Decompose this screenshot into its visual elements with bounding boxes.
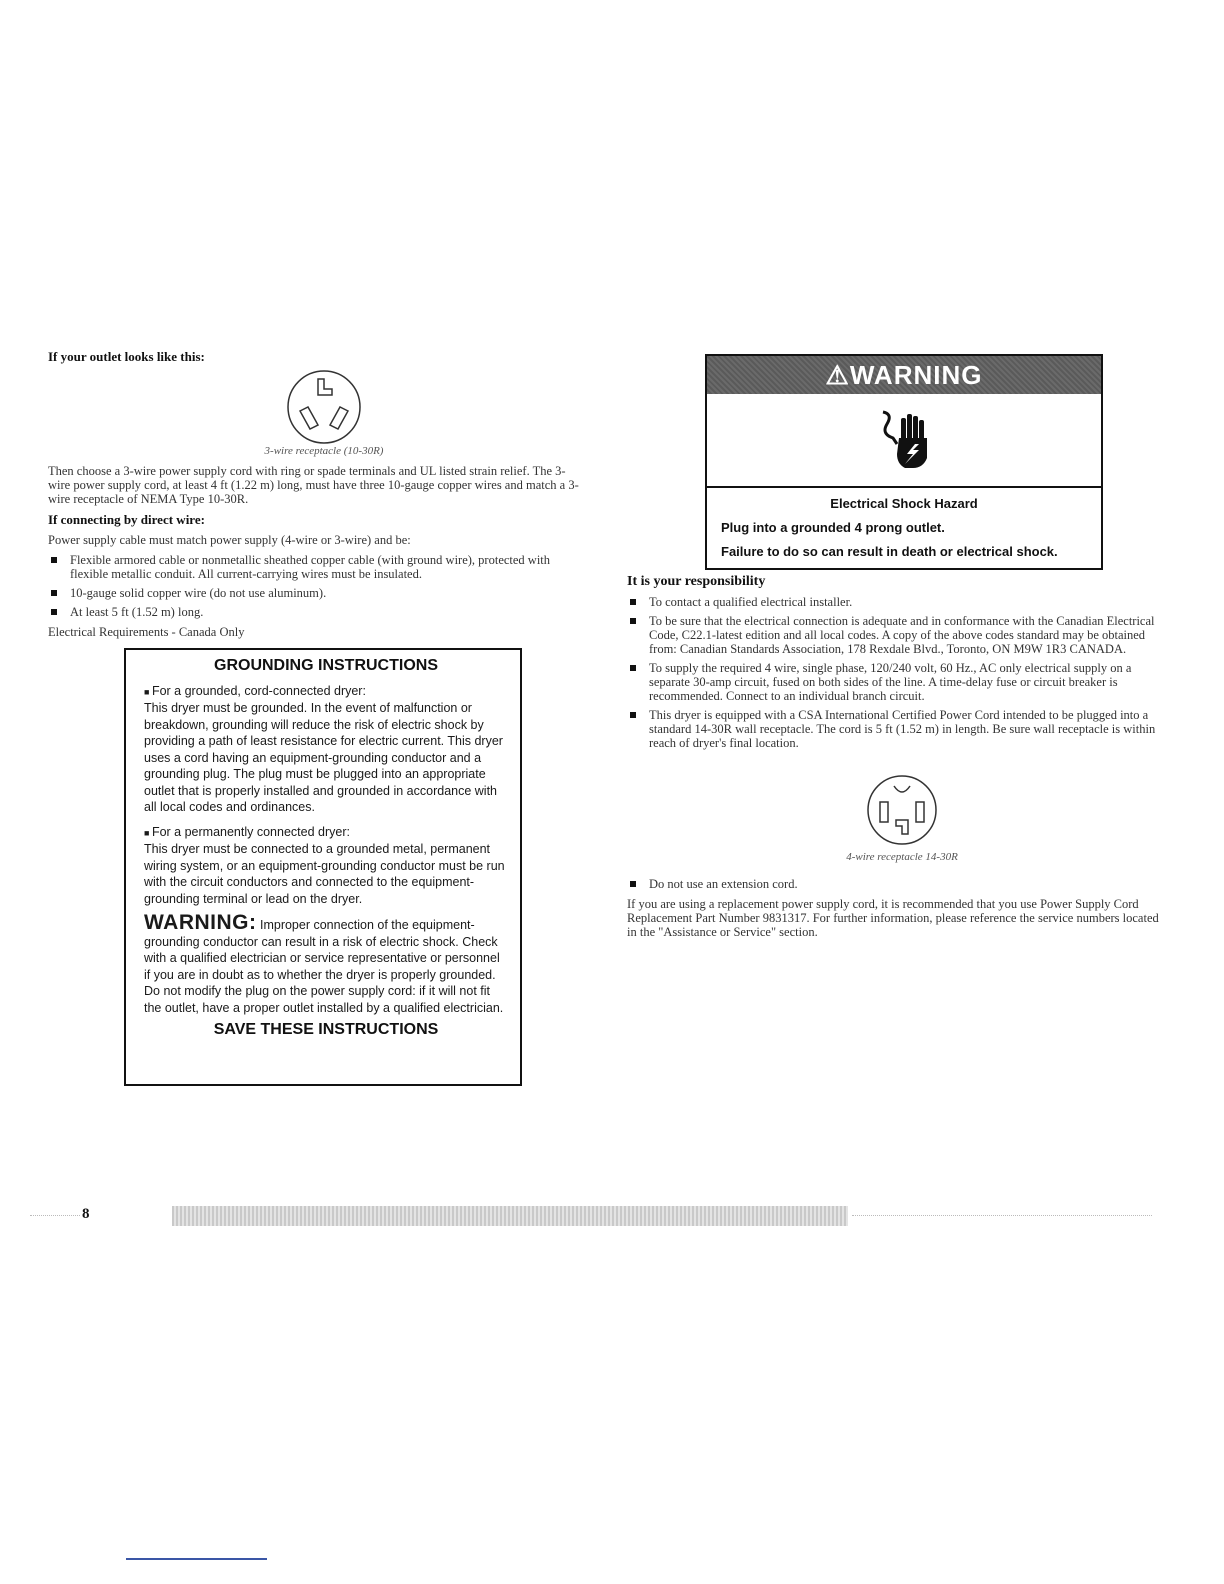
outlet-heading: If your outlet looks like this: <box>48 349 205 364</box>
list-item: 10-gauge solid copper wire (do not use aluminum). <box>48 586 582 600</box>
bottom-rule <box>126 1558 267 1560</box>
list-item: At least 5 ft (1.52 m) long. <box>48 605 582 619</box>
receptacle-3-caption: 3-wire receptacle (10-30R) <box>264 445 384 457</box>
save-instructions: SAVE THESE INSTRUCTIONS <box>213 1021 439 1038</box>
grounding-title: GROUNDING INSTRUCTIONS <box>214 657 438 674</box>
receptacle-4-wire-icon <box>866 774 938 846</box>
cord-connected-text: This dryer must be grounded. In the event of malfunction or breakdown, grounding will reduce the risk of electric shock by providing a path of least resistance for electric current. This dryer uses a cord having an equipment-grounding conductor and a grounding plug. The plug must be plugged into an appropriate outlet that is properly installed and grounded in accordance with all local codes and ordinances. <box>144 701 503 814</box>
extension-list <box>627 877 1167 896</box>
electric-shock-hand-icon <box>879 408 935 472</box>
warning-icon-area <box>707 394 1101 488</box>
grounding-warning-word: WARNING: <box>144 911 257 934</box>
permanent-subheading: ■ For a permanently connected dryer: <box>144 824 508 842</box>
permanent-text: This dryer must be connected to a grounded metal, permanent wiring system, or an equipment-grounding conductor must be run with the circuit conductors and connected to the equipment-grounding terminal or lead on the dryer. <box>144 842 505 906</box>
grounding-warning-text: Improper connection of the equipment-grounding conductor can result in a risk of electric shock. Check with a qualified electrician or service representative or personnel if you are in doubt as to whether the dryer is properly grounded. Do not modify the plug on the power supply cord: if it will not fit the outlet, have a proper outlet installed by a qualified electrician. <box>144 918 504 1015</box>
warning-line-2: Failure to do so can result in death or electrical shock. <box>721 544 1058 559</box>
grounding-warning <box>144 911 508 1016</box>
list-item: To supply the required 4 wire, single phase, 120/240 volt, 60 Hz., AC only electrical supply on a separate 30-amp circuit, fused on both sides of the line. A time-delay fuse or circuit breaker is recommended. Connect to an individual branch circuit. <box>627 661 1167 703</box>
list-item: To be sure that the electrical connection is adequate and in conformance with the Canadian Electrical Code, C22.1-latest edition and all local codes. A copy of the above codes standard may be obtained from: Canadian Standards Association, 178 Rexdale Blvd., Toronto, ON M9W 1R3 CANADA. <box>627 614 1167 656</box>
warning-triangle-icon: ⚠ <box>825 360 850 390</box>
grounding-instructions-box <box>124 648 522 1086</box>
direct-wire-heading: If connecting by direct wire: <box>48 512 205 527</box>
canada-requirements-line: Electrical Requirements - Canada Only <box>48 625 245 639</box>
list-item: This dryer is equipped with a CSA International Certified Power Cord intended to be plugged into a standard 14-30R wall receptacle. The cord is 5 ft (1.52 m) in length. Be sure wall receptacle is within reach of dryer's final location. <box>627 708 1167 750</box>
direct-wire-intro: Power supply cable must match power supply (4-wire or 3-wire) and be: <box>48 533 411 547</box>
receptacle-3-wire-icon <box>286 369 362 445</box>
warning-text <box>707 496 1101 559</box>
hazard-title: Electrical Shock Hazard <box>830 496 978 511</box>
responsibility-heading: It is your responsibility <box>627 574 766 589</box>
direct-wire-list <box>48 553 582 624</box>
footer-bar <box>172 1206 848 1226</box>
warning-header <box>707 356 1101 394</box>
footer-dotted-rule <box>852 1215 1152 1216</box>
warning-header-text: WARNING <box>849 360 983 390</box>
list-item: Flexible armored cable or nonmetallic sheathed copper cable (with ground wire), protected with flexible metallic conduit. All current-carrying wires must be insulated. <box>48 553 582 581</box>
receptacle-4-caption: 4-wire receptacle 14-30R <box>846 851 958 863</box>
replacement-cord-text: If you are using a replacement power supply cord, it is recommended that you use Power Supply Cord Replacement Part Number 9831317. For further information, please reference the service numbers located in the "Assistance or Service" section. <box>627 897 1159 939</box>
warning-box <box>705 354 1103 570</box>
warning-line-1: Plug into a grounded 4 prong outlet. <box>721 520 945 535</box>
paragraph-3-wire: Then choose a 3-wire power supply cord with ring or spade terminals and UL listed strain relief. The 3-wire power supply cord, at least 4 ft (1.22 m) long, must have three 10-gauge copper wires and match a 3-wire receptacle of NEMA Type 10-30R. <box>48 464 579 506</box>
responsibility-list <box>627 595 1167 755</box>
footer-dotted-rule <box>30 1215 80 1216</box>
page-number: 8 <box>82 1206 90 1222</box>
cord-connected-subheading: ■ For a grounded, cord-connected dryer: <box>144 683 508 701</box>
list-item: To contact a qualified electrical installer. <box>627 595 1167 609</box>
list-item: Do not use an extension cord. <box>627 877 1167 891</box>
